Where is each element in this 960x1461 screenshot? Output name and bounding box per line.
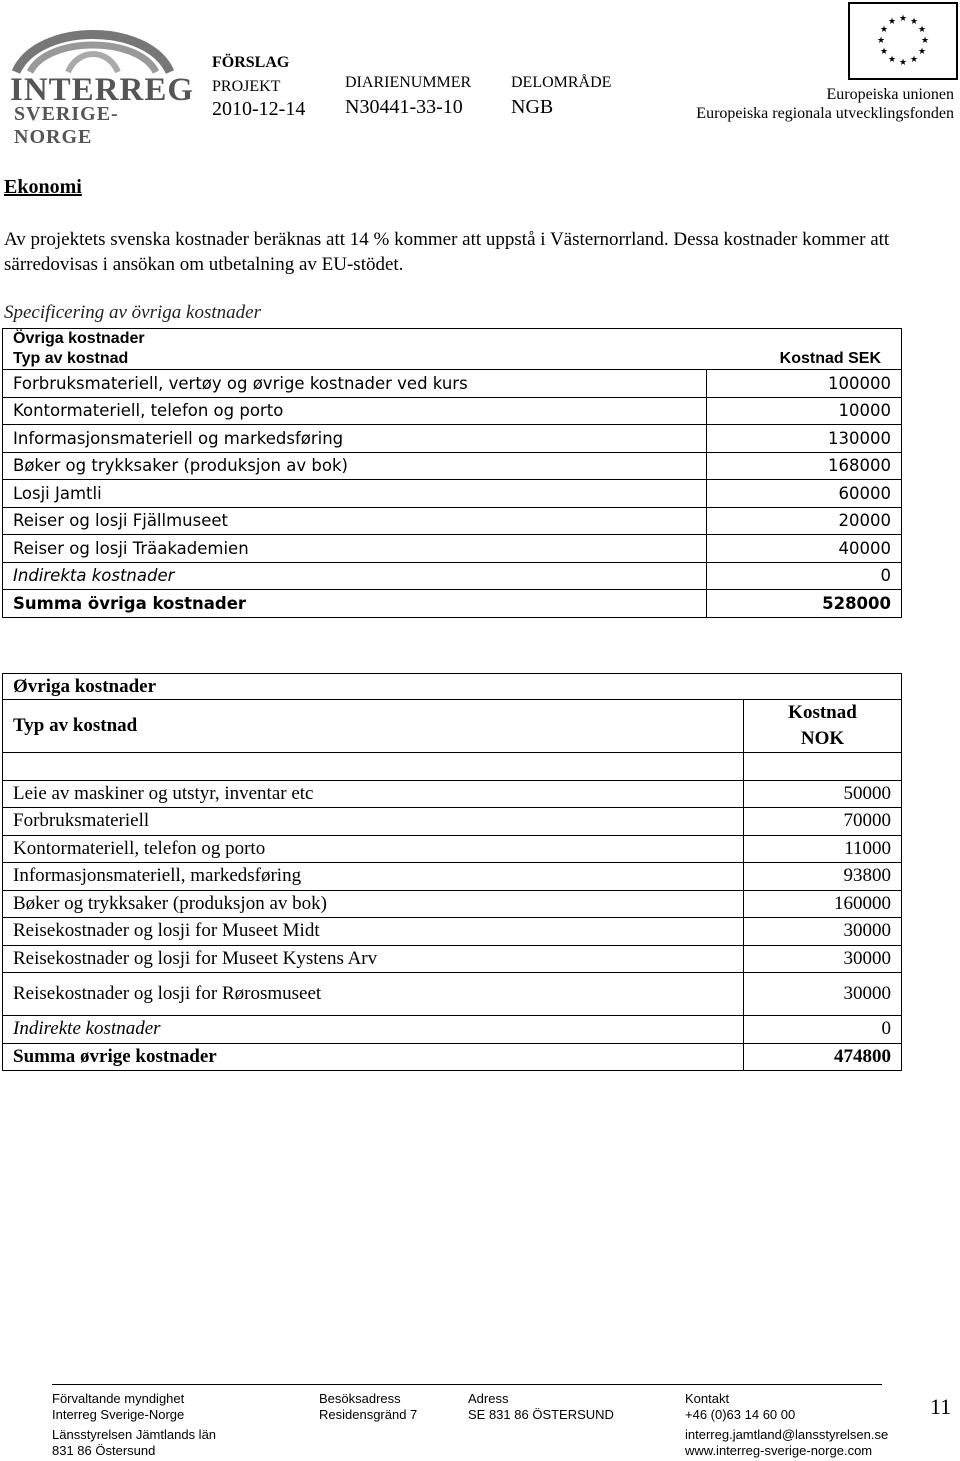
table-row bbox=[3, 945, 902, 973]
table-nok bbox=[2, 673, 902, 1071]
row-label: Forbruksmateriell, vertøy og øvrige kostnader ved kurs bbox=[3, 370, 707, 398]
table-sek bbox=[2, 328, 902, 618]
row-value: 30000 bbox=[744, 918, 902, 946]
row-value: 100000 bbox=[706, 370, 901, 398]
row-value: 0 bbox=[744, 1016, 902, 1044]
eu-line-2: Europeiska regionala utvecklingsfonden bbox=[696, 105, 954, 122]
row-label: Informasjonsmateriell og markedsføring bbox=[3, 425, 707, 453]
table-row bbox=[3, 890, 902, 918]
table-row bbox=[3, 425, 902, 453]
diarienummer-value: N30441-33-10 bbox=[345, 96, 463, 118]
svg-text:★: ★ bbox=[898, 14, 908, 24]
row-label: Informasjonsmateriell, markedsføring bbox=[3, 863, 744, 891]
table-row bbox=[3, 507, 902, 535]
table-row bbox=[3, 863, 902, 891]
empty-cell bbox=[744, 753, 902, 781]
row-value: 60000 bbox=[706, 480, 901, 508]
section-title: Ekonomi bbox=[4, 176, 82, 198]
empty-cell bbox=[3, 753, 744, 781]
interreg-arc-icon bbox=[8, 14, 178, 74]
svg-text:★: ★ bbox=[917, 47, 927, 57]
col-header-cost-2: NOK bbox=[800, 728, 845, 749]
table-row bbox=[3, 1043, 902, 1071]
svg-text:★: ★ bbox=[879, 47, 889, 57]
delomrade-value: NGB bbox=[511, 96, 554, 118]
row-label: Bøker og trykksaker (produksjon av bok) bbox=[3, 890, 744, 918]
row-label: Losji Jamtli bbox=[3, 480, 707, 508]
logo-line-2: SVERIGE-NORGE bbox=[14, 103, 119, 148]
intro-paragraph: Av projektets svenska kostnader beräknas att 14 % kommer att uppstå i Västernorrland. Dessa kostnader kommer att särredovisas i ansökan om utbetalning av EU-stödet. bbox=[4, 229, 890, 275]
row-label: Reisekostnader og losji for Rørosmuseet bbox=[3, 973, 744, 1016]
row-value: 168000 bbox=[706, 452, 901, 480]
table-title: Øvriga kostnader bbox=[3, 674, 902, 700]
row-value: 40000 bbox=[706, 535, 901, 563]
svg-text:★: ★ bbox=[887, 55, 897, 65]
table-row bbox=[3, 973, 902, 1016]
svg-text:★: ★ bbox=[887, 17, 897, 27]
footer-col-visit bbox=[319, 1391, 417, 1423]
svg-text:★: ★ bbox=[876, 36, 886, 46]
svg-text:★: ★ bbox=[879, 25, 889, 35]
table-title: Övriga kostnader bbox=[3, 329, 902, 350]
sum-label: Summa övriga kostnader bbox=[3, 590, 707, 618]
table-row bbox=[3, 349, 902, 370]
row-label: Indirekta kostnader bbox=[3, 562, 707, 590]
row-label: Forbruksmateriell bbox=[3, 808, 744, 836]
page-number: 11 bbox=[930, 1394, 952, 1419]
svg-text:★: ★ bbox=[917, 25, 927, 35]
footer-label: Besöksadress bbox=[319, 1391, 401, 1406]
table-row bbox=[3, 452, 902, 480]
table-row bbox=[3, 590, 902, 618]
sum-value: 528000 bbox=[706, 590, 901, 618]
table-row bbox=[3, 480, 902, 508]
table-row bbox=[3, 370, 902, 398]
table-row bbox=[3, 329, 902, 350]
table-row bbox=[3, 674, 902, 700]
row-value: 50000 bbox=[744, 780, 902, 808]
row-value: 11000 bbox=[744, 835, 902, 863]
footer-label: Kontakt bbox=[685, 1391, 730, 1406]
table-row bbox=[3, 535, 902, 563]
logo-line-1: INTERREG bbox=[10, 72, 195, 108]
row-label: Indirekte kostnader bbox=[3, 1016, 744, 1044]
footer-text: 831 86 Östersund bbox=[52, 1443, 156, 1458]
row-value: 30000 bbox=[744, 945, 902, 973]
footer-text: Interreg Sverige-Norge bbox=[52, 1407, 185, 1422]
svg-text:★: ★ bbox=[909, 17, 919, 27]
footer-text: +46 (0)63 14 60 00 bbox=[685, 1407, 796, 1422]
table-row bbox=[3, 918, 902, 946]
footer-col-contact bbox=[685, 1391, 888, 1459]
table-row bbox=[3, 1016, 902, 1044]
delomrade-label: DELOMRÅDE bbox=[511, 74, 612, 91]
svg-text:★: ★ bbox=[898, 58, 908, 68]
col-header-cost: Kostnad SEK bbox=[706, 349, 901, 370]
eu-line-1: Europeiska unionen bbox=[826, 86, 954, 103]
row-label: Bøker og trykksaker (produksjon av bok) bbox=[3, 452, 707, 480]
projekt-label: PROJEKT bbox=[212, 78, 281, 95]
diarienummer-label: DIARIENUMMER bbox=[345, 74, 472, 91]
footer-col-address bbox=[468, 1391, 614, 1423]
svg-text:★: ★ bbox=[909, 55, 919, 65]
table-row bbox=[3, 753, 902, 781]
table-row bbox=[3, 835, 902, 863]
footer-col-authority bbox=[52, 1391, 216, 1459]
eu-flag-icon bbox=[848, 2, 958, 80]
table-row bbox=[3, 780, 902, 808]
row-value: 93800 bbox=[744, 863, 902, 891]
col-header-type: Typ av kostnad bbox=[3, 349, 707, 370]
row-value: 70000 bbox=[744, 808, 902, 836]
col-header-cost-1: Kostnad bbox=[788, 702, 857, 723]
row-label: Kontormateriell, telefon og porto bbox=[3, 397, 707, 425]
table-row bbox=[3, 808, 902, 836]
sum-value: 474800 bbox=[744, 1043, 902, 1071]
row-label: Reisekostnader og losji for Museet Kystens Arv bbox=[3, 945, 744, 973]
row-value: 0 bbox=[706, 562, 901, 590]
footer-label: Förvaltande myndighet bbox=[52, 1391, 185, 1406]
footer-web-link[interactable]: www.interreg-sverige-norge.com bbox=[685, 1443, 873, 1458]
row-value: 20000 bbox=[706, 507, 901, 535]
row-label: Reiser og losji Fjällmuseet bbox=[3, 507, 707, 535]
row-label: Kontormateriell, telefon og porto bbox=[3, 835, 744, 863]
header-date: 2010-12-14 bbox=[212, 98, 306, 120]
sum-label: Summa øvrige kostnader bbox=[3, 1043, 744, 1071]
table-row bbox=[3, 397, 902, 425]
spec-title: Specificering av övriga kostnader bbox=[4, 302, 261, 323]
col-header-type: Typ av kostnad bbox=[3, 700, 744, 753]
table-row bbox=[3, 562, 902, 590]
row-label: Leie av maskiner og utstyr, inventar etc bbox=[3, 780, 744, 808]
table-row bbox=[3, 700, 902, 753]
row-value: 130000 bbox=[706, 425, 901, 453]
footer bbox=[52, 1384, 889, 1458]
footer-text: SE 831 86 ÖSTERSUND bbox=[468, 1407, 614, 1422]
row-label: Reisekostnader og losji for Museet Midt bbox=[3, 918, 744, 946]
footer-text: Länsstyrelsen Jämtlands län bbox=[52, 1427, 217, 1442]
footer-email-link[interactable]: interreg.jamtland@lansstyrelsen.se bbox=[685, 1427, 889, 1442]
row-label: Reiser og losji Träakademien bbox=[3, 535, 707, 563]
row-value: 10000 bbox=[706, 397, 901, 425]
interreg-logo bbox=[8, 14, 195, 148]
row-value: 160000 bbox=[744, 890, 902, 918]
footer-label: Adress bbox=[468, 1391, 509, 1406]
svg-text:★: ★ bbox=[920, 36, 930, 46]
col-header-cost bbox=[744, 700, 902, 753]
forslag-label: FÖRSLAG bbox=[212, 54, 290, 71]
row-value: 30000 bbox=[744, 973, 902, 1016]
footer-text: Residensgränd 7 bbox=[319, 1407, 418, 1422]
